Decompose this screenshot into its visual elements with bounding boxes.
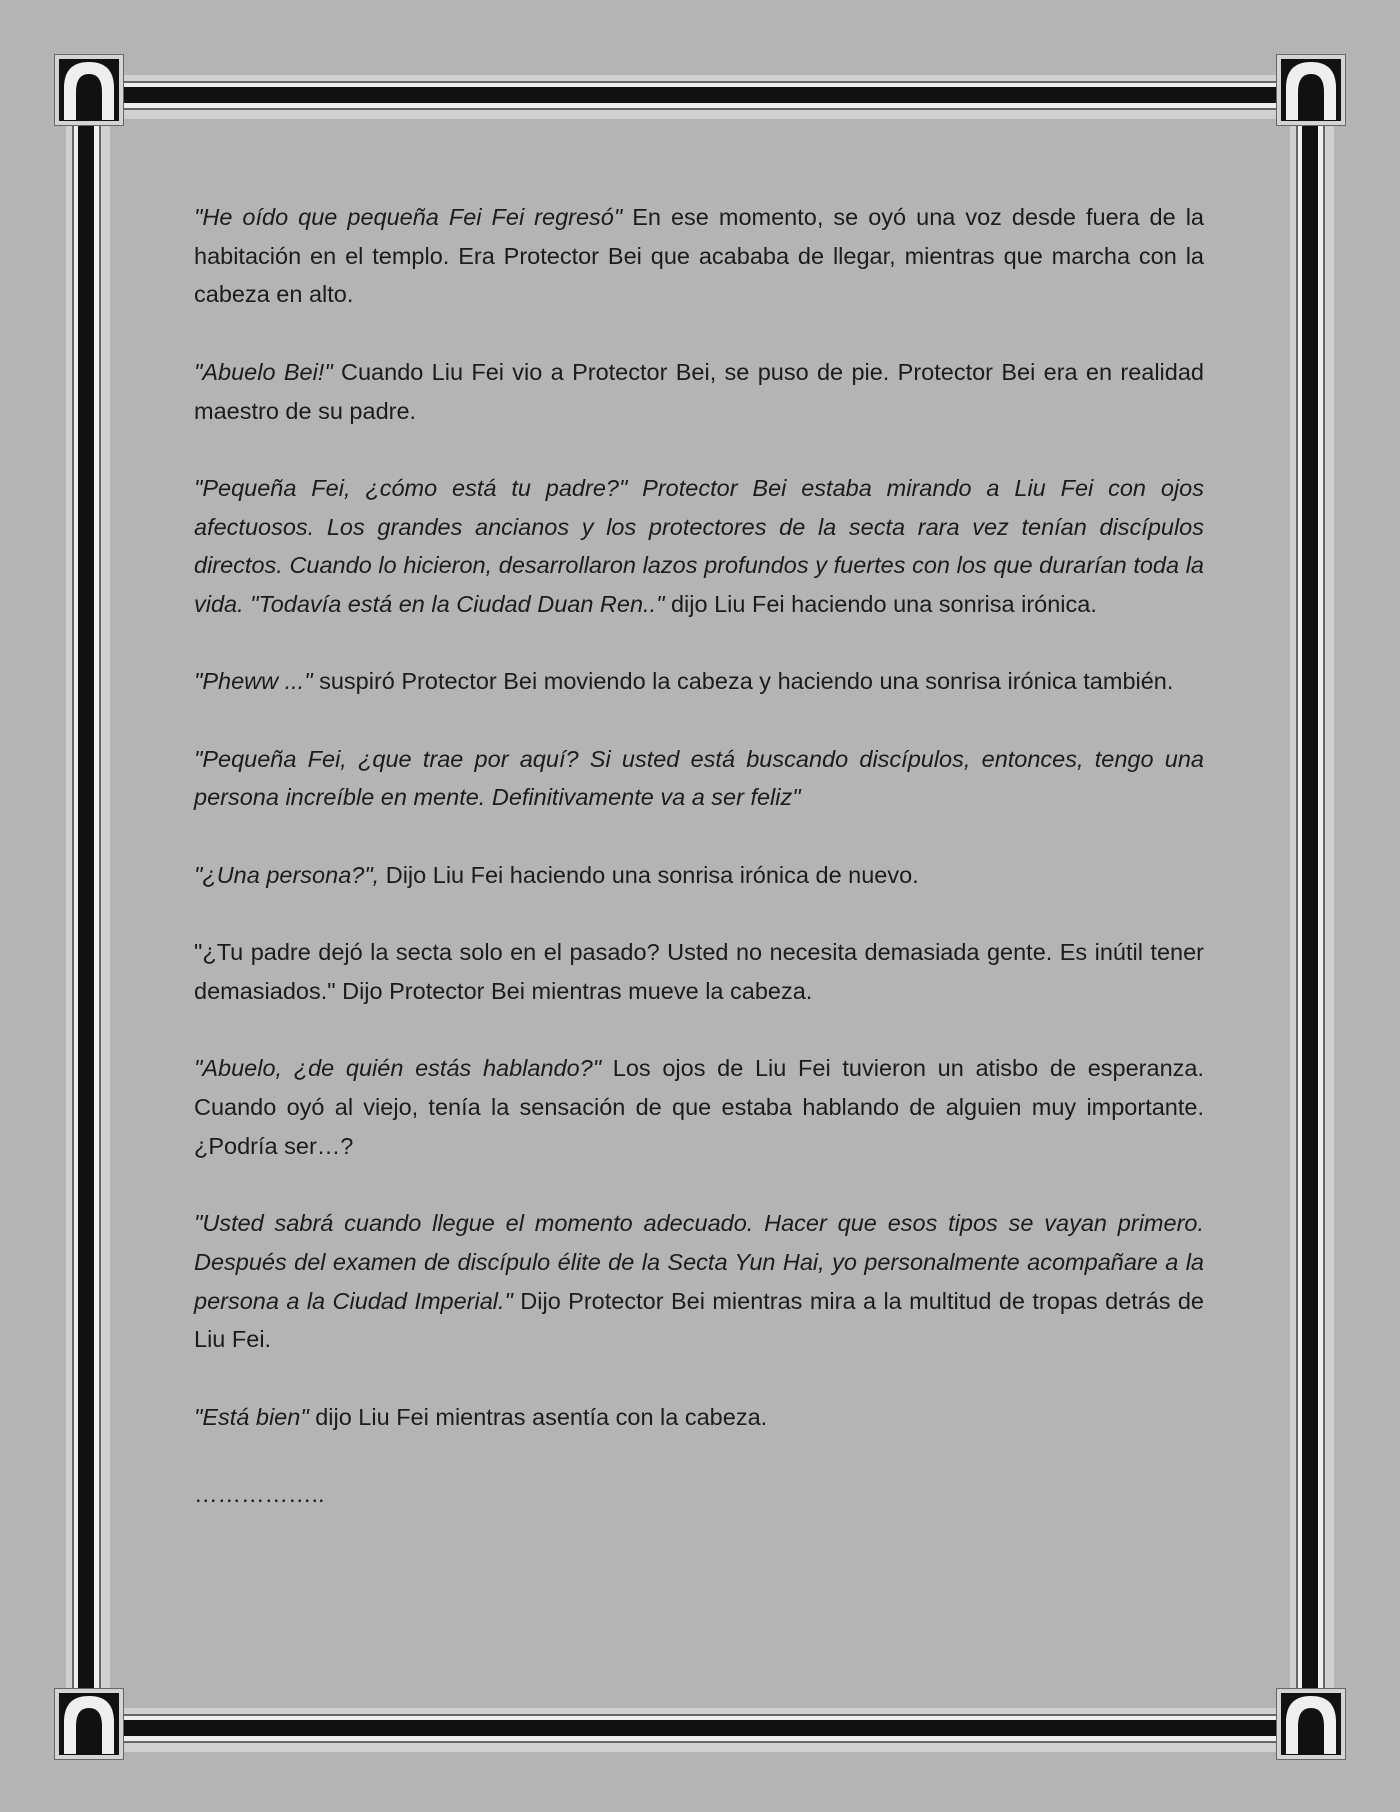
paragraph-6 (194, 856, 1204, 895)
narration-text: suspiró Protector Bei moviendo la cabeza y haciendo una sonrisa irónica también. (312, 668, 1174, 695)
narration-text: "¿Tu padre dejó la secta solo en el pasado? Usted no necesita demasiada gente. Es inútil tener demasiados." Dijo Protector Bei mientras mueve la cabeza. (194, 939, 1204, 1004)
dialogue-text: "Abuelo, ¿de quién estás hablando?" (194, 1055, 602, 1082)
page-text-body (194, 198, 1204, 1552)
dialogue-text: "Usted sabrá cuando llegue el momento adecuado. Hacer que esos tipos se vayan primero. Después del examen de discípulo élite de la Secta Yun Hai, yo personalmente acompañare a la persona a la Ciudad Imperial." (194, 1210, 1204, 1314)
frame-top-border (110, 75, 1290, 119)
frame-left-border (66, 115, 110, 1700)
dialogue-text: "¿Una persona?", (194, 861, 380, 888)
frame-bottom-border (110, 1708, 1290, 1752)
dialogue-text: "Pheww ..." (194, 668, 313, 695)
paragraph-7 (194, 933, 1204, 1010)
paragraph-4 (194, 662, 1204, 701)
dialogue-text: "Abuelo Bei!" (194, 358, 333, 385)
paragraph-9 (194, 1204, 1204, 1359)
narration-text: Los ojos de Liu Fei tuvieron un atisbo de esperanza. Cuando oyó al viejo, tenía la sensación de que estaba hablando de alguien muy importante. ¿Podría ser…? (194, 1055, 1204, 1159)
narration-text: Dijo Liu Fei haciendo una sonrisa irónica de nuevo. (379, 861, 919, 888)
paragraph-10 (194, 1398, 1204, 1437)
paragraph-5 (194, 740, 1204, 817)
paragraph-1 (194, 198, 1204, 314)
dialogue-text: "Pequeña Fei, ¿que trae por aquí? Si usted está buscando discípulos, entonces, tengo una persona increíble en mente. Definitivamente va a ser feliz" (194, 745, 1204, 811)
dialogue-text: "Está bien" (194, 1403, 309, 1430)
frame-right-border (1290, 115, 1334, 1700)
narration-text: En ese momento, se oyó una voz desde fuera de la habitación en el templo. Era Protector Bei que acababa de llegar, mientras que marcha con la cabeza en alto. (194, 204, 1204, 308)
narration-text: dijo Liu Fei haciendo una sonrisa irónica. (664, 591, 1097, 617)
dialogue-text: "He oído que pequeña Fei Fei regresó" (194, 204, 623, 230)
narration-text: Cuando Liu Fei vio a Protector Bei, se puso de pie. Protector Bei era en realidad maestro de su padre. (194, 358, 1204, 424)
narration-text: Dijo Protector Bei mientras mira a la multitud de tropas detrás de Liu Fei. (194, 1287, 1204, 1353)
paragraph-3 (194, 469, 1204, 624)
scene-break-dots (194, 1475, 1204, 1514)
frame-corner-ornament-bottom-right (1276, 1688, 1346, 1760)
frame-corner-ornament-top-right (1276, 54, 1346, 126)
ellipsis-text: …………….. (194, 1481, 325, 1508)
frame-corner-ornament-bottom-left (54, 1688, 124, 1760)
paragraph-2 (194, 353, 1204, 430)
paragraph-8 (194, 1049, 1204, 1165)
dialogue-text: "Pequeña Fei, ¿cómo está tu padre?" Protector Bei estaba mirando a Liu Fei con ojos afectuosos. Los grandes ancianos y los protectores de la secta rara vez tenían discípulos directos. Cuando lo hicieron, desarrollaron lazos profundos y fuertes con los que durarían toda la vida. "Todavía está en la Ciudad Duan Ren.." (194, 474, 1204, 617)
narration-text: dijo Liu Fei mientras asentía con la cabeza. (308, 1403, 768, 1430)
frame-corner-ornament-top-left (54, 54, 124, 126)
